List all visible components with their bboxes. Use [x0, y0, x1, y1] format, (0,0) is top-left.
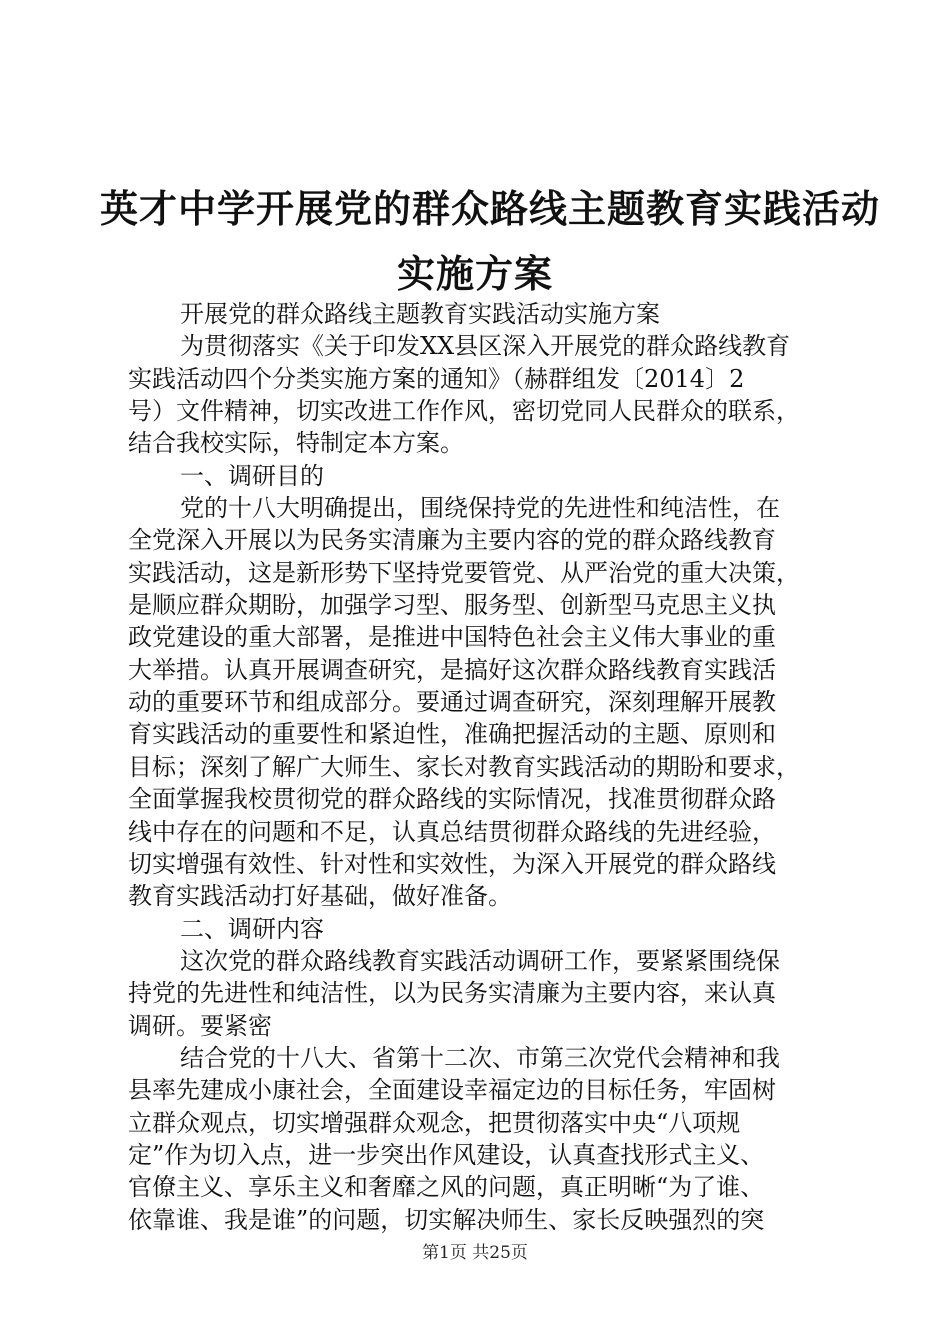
- text-line: 教育实践活动打好基础，做好准备。: [128, 882, 512, 911]
- text-line: 开展党的群众路线主题教育实践活动实施方案: [180, 300, 660, 328]
- page-footer: 第1页 共25页: [422, 1243, 528, 1263]
- text-line: 实践活动，这是新形势下坚持党要管党、从严治党的重大决策，: [128, 558, 800, 587]
- text-line: 育实践活动的重要性和紧迫性，准确把握活动的主题、原则和: [128, 720, 776, 749]
- text-line: 线中存在的问题和不足，认真总结贯彻群众路线的先进经验，: [128, 817, 776, 846]
- text-line: 动的重要环节和组成部分。要通过调查研究，深刻理解开展教: [128, 688, 776, 717]
- text-line: 这次党的群众路线教育实践活动调研工作，要紧紧围绕保: [180, 946, 780, 975]
- text-line: 结合党的十八大、省第十二次、市第三次党代会精神和我: [180, 1043, 780, 1072]
- text-line: 为贯彻落实《关于印发XX县区深入开展党的群众路线教育: [180, 332, 791, 361]
- text-line: 是顺应群众期盼，加强学习型、服务型、创新型马克思主义执: [128, 591, 776, 620]
- document-title-line2: 实施方案: [396, 252, 553, 296]
- text-line: 二、调研内容: [180, 914, 324, 943]
- document-body: [128, 298, 828, 1236]
- text-line: 目标；深刻了解广大师生、家长对教育实践活动的期盼和要求，: [128, 752, 800, 781]
- text-line: 实践活动四个分类实施方案的通知》（赫群组发〔2014〕2: [128, 364, 745, 393]
- text-line: 持党的先进性和纯洁性，以为民务实清廉为主要内容，来认真: [128, 979, 776, 1008]
- text-line: 大举措。认真开展调查研究，是搞好这次群众路线教育实践活: [128, 655, 776, 684]
- text-line: 依靠谁、我是谁”的问题，切实解决师生、家长反映强烈的突: [128, 1205, 765, 1234]
- text-line: 党的十八大明确提出，围绕保持党的先进性和纯洁性，在: [180, 494, 780, 523]
- text-line: 号）文件精神，切实改进工作作风，密切党同人民群众的联系，: [128, 397, 800, 426]
- text-line: 一、调研目的: [180, 461, 324, 490]
- text-line: 政党建设的重大部署，是推进中国特色社会主义伟大事业的重: [128, 623, 776, 652]
- document-title-line1: 英才中学开展党的群众路线主题教育实践活动: [100, 187, 881, 231]
- text-line: 调研。要紧密: [128, 1011, 272, 1040]
- text-line: 定”作为切入点，进一步突出作风建设，认真查找形式主义、: [128, 1140, 765, 1169]
- text-line: 官僚主义、享乐主义和奢靡之风的问题，真正明晰“为了谁、: [128, 1173, 765, 1202]
- text-line: 切实增强有效性、针对性和实效性，为深入开展党的群众路线: [128, 849, 776, 878]
- text-line: 立群众观点，切实增强群众观念，把贯彻落实中央“八项规: [128, 1108, 741, 1137]
- text-line: 结合我校实际，特制定本方案。: [128, 429, 464, 458]
- text-line: 全面掌握我校贯彻党的群众路线的实际情况，找准贯彻群众路: [128, 785, 776, 814]
- text-line: 全党深入开展以为民务实清廉为主要内容的党的群众路线教育: [128, 526, 776, 555]
- text-line: 县率先建成小康社会，全面建设幸福定边的目标任务，牢固树: [128, 1076, 776, 1105]
